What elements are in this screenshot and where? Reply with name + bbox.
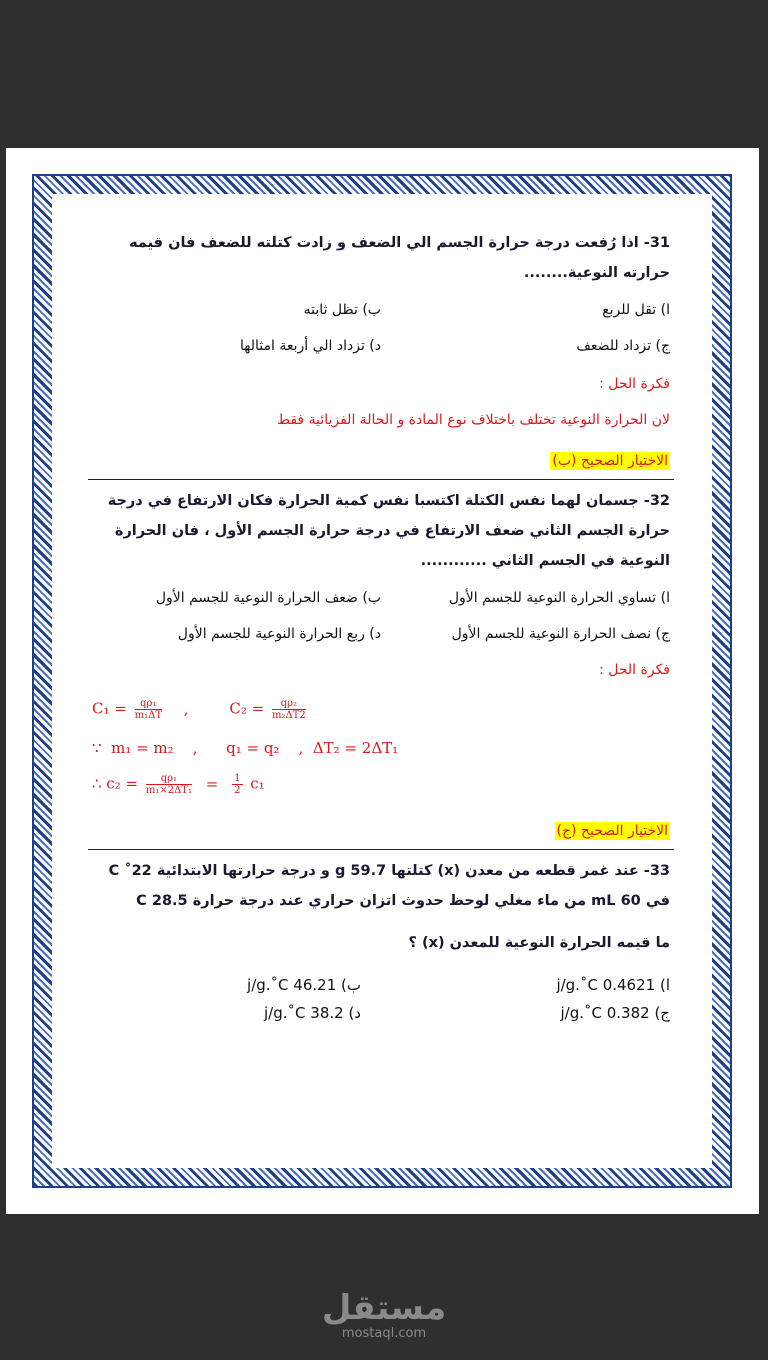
q32-options-row-1: [92, 590, 670, 606]
q33-option-d: د) 38.2 j/g.˚C: [264, 1004, 361, 1022]
q32-idea-label: فكرة الحل :: [599, 662, 670, 678]
formula-c2-numerator: qρ₂: [272, 698, 306, 710]
question-32: 32- جسمان لهما نفس الكتلة اكتسبا نفس كمية الحرارة فكان الارتفاع في درجة حرارة الجسم الثاني ضعف الارتفاع في درجة حرارة الجسم الأول ، فان الحرارة النوعية في الجسم الثاني ............: [107, 493, 670, 569]
q31-option-d: د) تزداد الي أربعة امثالها: [240, 338, 381, 354]
formula-c1-lhs: C₁ =: [92, 699, 127, 718]
formula-result-denominator: m₁×2ΔT₁: [145, 785, 192, 796]
formula-c2-lhs: C₂ =: [229, 699, 265, 718]
q31-idea-label: فكرة الحل :: [599, 376, 670, 392]
formula-c2-denominator: m₂ΔT2: [271, 710, 306, 721]
q31-explanation: لان الحرارة النوعية تختلف باختلاف نوع المادة و الحالة الفزيائية فقط: [277, 412, 670, 428]
document-content: [92, 228, 670, 1022]
formula-half-numerator: 1: [234, 773, 241, 784]
formula-half-denominator: 2: [234, 785, 241, 796]
q33-option-b: ب) 46.21 j/g.˚C: [247, 976, 361, 994]
formula-comma: ,: [183, 699, 189, 718]
q33-options-row-1: [92, 976, 670, 994]
q32-answer: الاختيار الصحيح (ج): [556, 823, 668, 839]
q32-option-c: ج) نصف الحرارة النوعية للجسم الأول: [451, 626, 670, 642]
q32-option-d: د) ربع الحرارة النوعية للجسم الأول: [177, 626, 381, 642]
mostaql-watermark: [0, 1290, 768, 1341]
q31-option-a: ا) تقل للربع: [602, 302, 670, 318]
question-31: 31- اذا رُفعت درجة حرارة الجسم الي الضعف و زادت كتلته للضعف فان قيمه حرارته النوعية........: [129, 235, 670, 281]
formula-given: ∵ m₁ = m₂ , q₁ = q₂ , ΔT₂ = 2ΔT₁: [92, 739, 399, 757]
formula-result-numerator: qρ₁: [146, 773, 192, 785]
watermark-latin: mostaql.com: [341, 1326, 427, 1341]
formula-result-lhs: ∴ c₂ =: [92, 774, 139, 793]
formula-result: [92, 773, 670, 796]
q33-option-c: ج) 0.382 j/g.˚C: [560, 1004, 670, 1022]
q32-option-a: ا) تساوي الحرارة النوعية للجسم الأول: [448, 590, 670, 606]
q31-options-row-2: [92, 338, 670, 354]
formula-result-fraction: [146, 773, 192, 796]
q32-options-row-2: [92, 626, 670, 642]
q32-option-b: ب) ضعف الحرارة النوعية للجسم الأول: [155, 590, 381, 606]
q31-option-b: ب) تظل ثابته: [303, 302, 381, 318]
formula-result-equals: =: [205, 774, 219, 793]
q33-option-a: ا) 0.4621 j/g.˚C: [556, 976, 670, 994]
formula-result-rhs: c₁: [250, 774, 265, 793]
question-33-prompt: ما قيمه الحرارة النوعية للمعدن (x) ؟: [408, 935, 670, 951]
question-33: 33- عند غمر قطعه من معدن (x) كتلتها 59.7 g و درجة حرارتها الابتدائية 22˚ C في 60 mL من ماء مغلي لوحظ حدوث اتزان حراري عند درجة حرارة 28.5 C: [108, 863, 670, 909]
formula-c1-denominator: m₁ΔT: [134, 710, 162, 721]
q31-option-c: ج) تزداد للضعف: [576, 338, 670, 354]
watermark-arabic: مستقل: [321, 1288, 447, 1328]
formula-half-fraction: [232, 773, 242, 796]
formula-c1-numerator: qρ₁: [135, 698, 162, 710]
divider: [88, 849, 674, 850]
formula-c2-fraction: [272, 698, 306, 721]
formula-c1-fraction: [135, 698, 162, 721]
divider: [88, 479, 674, 480]
q31-options-row-1: [92, 302, 670, 318]
q33-options-row-2: [92, 1004, 670, 1022]
formula-specific-heat: [92, 698, 670, 721]
q31-answer: الاختيار الصحيح (ب): [552, 453, 668, 469]
